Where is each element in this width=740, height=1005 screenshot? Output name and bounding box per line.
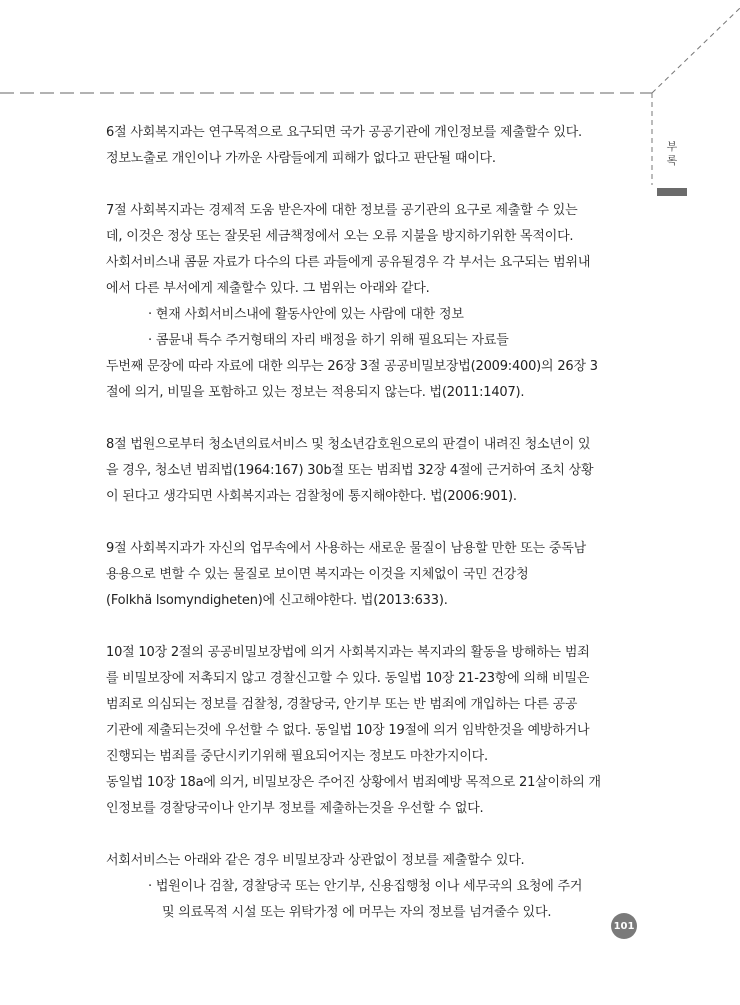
text-line: 9절 사회복지과가 자신의 업무속에서 사용하는 새로운 물질이 남용할 만한 또는 중독남 (106, 541, 586, 556)
paragraph-section-9 (106, 536, 636, 614)
paragraph-section-6 (106, 120, 636, 172)
text-line: 7절 사회복지과는 경제적 도움 받은자에 대한 정보를 공기관의 요구로 제출할 수 있는 (106, 203, 578, 218)
text-line: 두번째 문장에 따라 자료에 대한 의무는 26장 3절 공공비밀보장법(2009:400)의 26장 3 (106, 359, 598, 374)
text-line: 기관에 제출되는것에 우선할 수 없다. 동일법 10장 19절에 의거 임박한것을 예방하거나 (106, 723, 590, 738)
paragraph-section-7 (106, 198, 636, 406)
text-line: 를 비밀보장에 저촉되지 않고 경찰신고할 수 있다. 동일법 10장 21-23항에 의해 비밀은 (106, 671, 590, 686)
text-line: 데, 이것은 정상 또는 잘못된 세금책정에서 오는 오류 지불을 방지하기위한 목적이다. (106, 229, 574, 244)
text-line: 6절 사회복지과는 연구목적으로 요구되면 국가 공공기관에 개인정보를 제출할수 있다. (106, 125, 582, 140)
text-line: 사회서비스내 콤뮨 자료가 다수의 다른 과들에게 공유될경우 각 부서는 요구되는 범위내 (106, 255, 591, 270)
appendix-tab-char: 부 (666, 140, 678, 153)
text-line: 인정보를 경찰당국이나 안기부 정보를 제출하는것을 우선할 수 없다. (106, 801, 484, 816)
text-line: 서회서비스는 아래와 같은 경우 비밀보장과 상관없이 정보를 제출할수 있다. (106, 853, 525, 868)
bullet-item: · 현재 사회서비스내에 활동사안에 있는 사람에 대한 정보 (148, 307, 464, 322)
corner-fold-line (652, 8, 740, 93)
appendix-tab-char: 록 (666, 154, 678, 167)
text-line: 을 경우, 청소년 범죄법(1964:167) 30b절 또는 범죄법 32장 4절에 근거하여 조치 상황 (106, 463, 594, 478)
page-number: 101 (613, 920, 635, 932)
bullet-item (106, 874, 636, 926)
text-line: (Folkhä lsomyndigheten)에 신고해야한다. 법(2013:633). (106, 593, 448, 608)
document-body (106, 120, 636, 952)
text-line: 8절 법원으로부터 청소년의료서비스 및 청소년감호원으로의 판결이 내려진 청소년이 있 (106, 437, 591, 452)
text-line: 범죄로 의심되는 정보를 검찰청, 경찰당국, 안기부 또는 반 범죄에 개입하는 다른 공공 (106, 697, 578, 712)
paragraph-section-10 (106, 640, 636, 822)
bullet-item: · 콤뮨내 특수 주거형태의 자리 배정을 하기 위해 필요되는 자료들 (148, 333, 509, 348)
text-line: 이 된다고 생각되면 사회복지과는 검찰청에 통지해야한다. 법(2006:901). (106, 489, 517, 504)
text-line: 10절 10장 2절의 공공비밀보장법에 의거 사회복지과는 복지과의 활동을 방해하는 범죄 (106, 645, 590, 660)
text-line: 정보노출로 개인이나 가까운 사람들에게 피해가 없다고 판단될 때이다. (106, 151, 496, 166)
paragraph-social-services (106, 848, 636, 926)
text-line: 진행되는 범죄를 중단시키기위해 필요되어지는 정보도 마찬가지이다. (106, 749, 488, 764)
appendix-tab (658, 140, 686, 196)
bullet-continuation-line: 및 의료목적 시설 또는 위탁가정 에 머무는 자의 정보를 넘겨줄수 있다. (162, 905, 552, 920)
bullet-first-line: · 법원이나 검찰, 경찰당국 또는 안기부, 신용집행청 이나 세무국의 요청에 주거 (148, 879, 583, 894)
text-line: 동일법 10장 18a에 의거, 비밀보장은 주어진 상황에서 범죄예방 목적으로 21살이하의 개 (106, 775, 601, 790)
page-number-badge (611, 913, 637, 939)
text-line: 용용으로 변할 수 있는 물질로 보이면 복지과는 이것을 지체없이 국민 건강청 (106, 567, 529, 582)
text-line: 에서 다른 부서에게 제출할수 있다. 그 범위는 아래와 같다. (106, 281, 430, 296)
appendix-tab-bar (657, 188, 687, 196)
text-line: 절에 의거, 비밀을 포함하고 있는 정보는 적용되지 않는다. 법(2011:1407). (106, 385, 525, 400)
paragraph-section-8 (106, 432, 636, 510)
